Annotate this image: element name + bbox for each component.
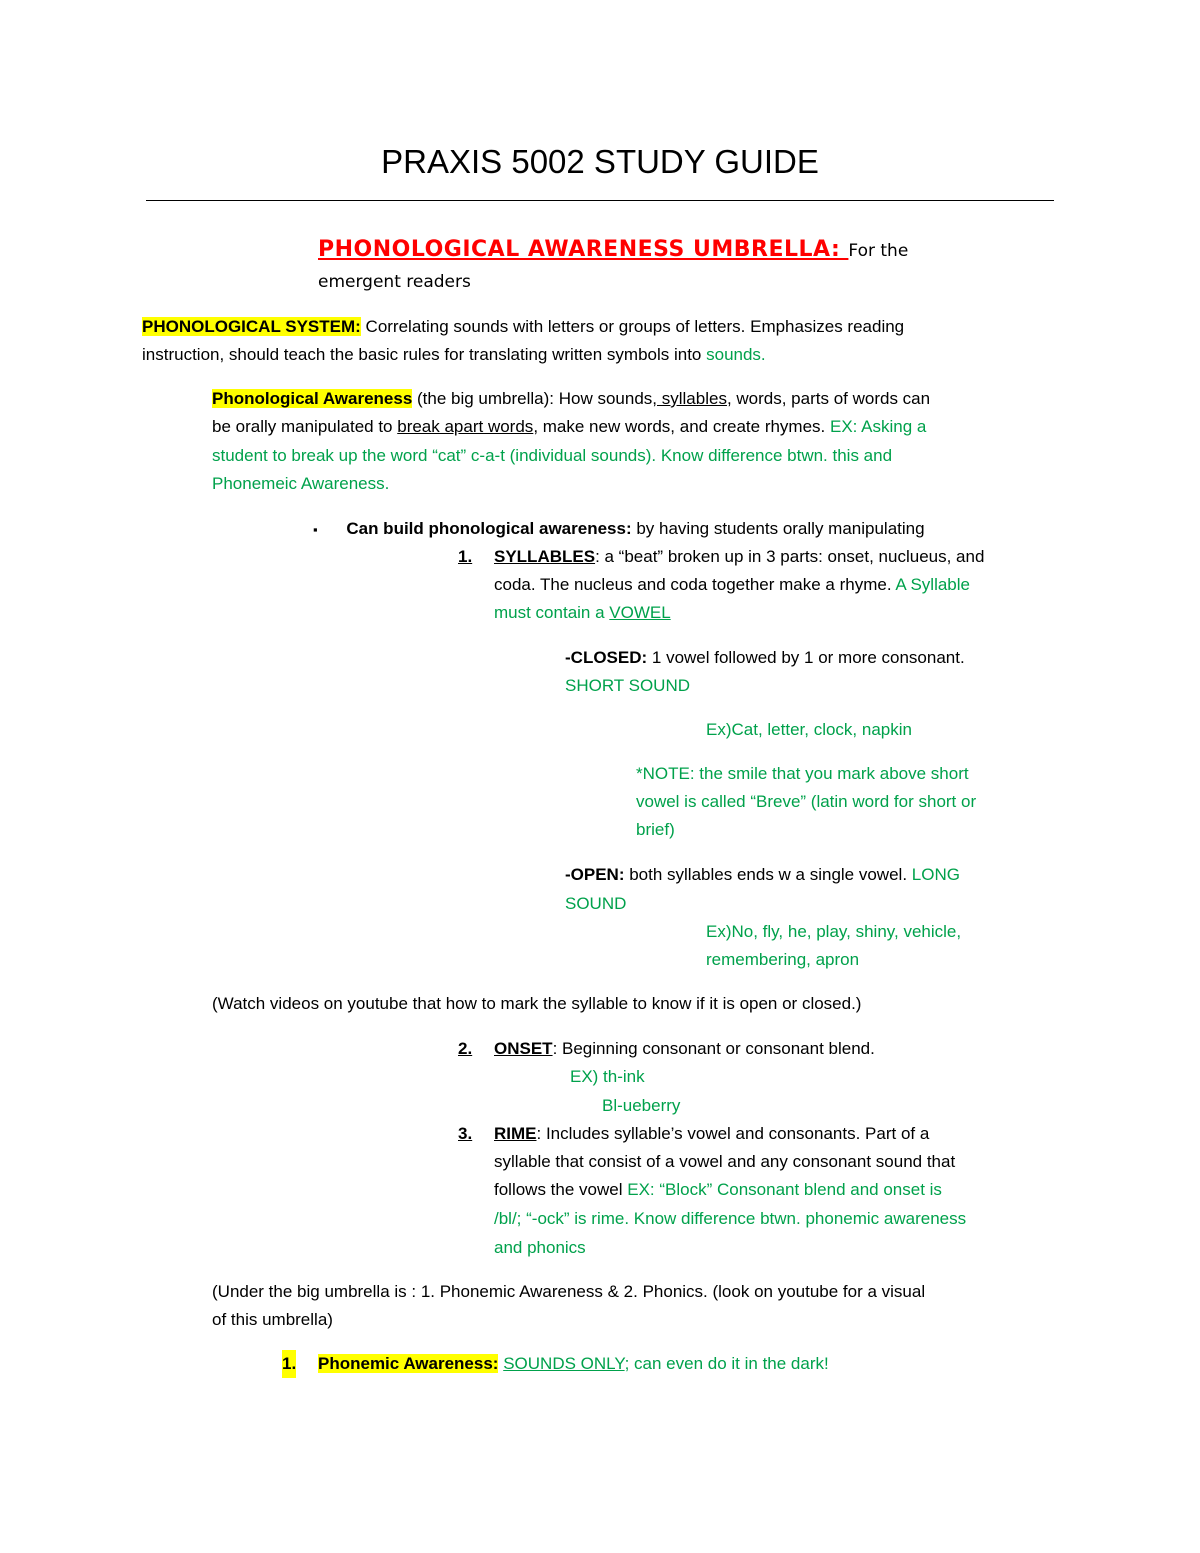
build-text: by having students orally manipulating <box>631 519 925 538</box>
syllables-text-1: : a “beat” broken up in 3 parts: onset, nuclueus, and <box>595 547 985 566</box>
phonemic-line <box>318 1350 829 1378</box>
umbrella-subtext: emergent readers <box>318 272 471 292</box>
rime-line-1 <box>494 1120 929 1148</box>
rime-text-3: follows the vowel <box>494 1180 628 1199</box>
rime-example-3: EX: “Block” Consonant blend and onset is <box>627 1180 942 1199</box>
onset-example-1: EX) th-ink <box>570 1067 645 1086</box>
pa-line-4: Phonemeic Awareness. <box>212 474 390 493</box>
closed-note-2: vowel is called “Breve” (latin word for short or <box>636 792 977 811</box>
syllables-line-2 <box>494 571 970 599</box>
closed-text: 1 vowel followed by 1 or more consonant. <box>647 648 965 667</box>
pa-break-apart: break apart words <box>397 417 534 436</box>
open-example-1: Ex)No, fly, he, play, shiny, vehicle, <box>706 922 962 941</box>
pa-text-1c: , words, parts of words can <box>726 389 931 408</box>
pa-line-1 <box>212 385 930 413</box>
phon-system-text-2: instruction, should teach the basic rules for translating written symbols into <box>142 345 707 364</box>
closed-line <box>565 644 965 672</box>
open-text: both syllables ends w a single vowel. <box>624 865 912 884</box>
open-line <box>565 861 960 889</box>
phonemic-text: ; can even do it in the dark! <box>624 1354 829 1373</box>
phon-system-sounds: sounds. <box>706 345 766 364</box>
onset-label: ONSET <box>494 1039 553 1058</box>
syllables-line-1 <box>494 543 984 571</box>
under-umbrella-2: of this umbrella) <box>212 1310 333 1329</box>
onset-example-2: Bl-ueberry <box>602 1096 681 1115</box>
onset-number: 2. <box>458 1039 473 1058</box>
open-example-2: remembering, apron <box>706 950 860 969</box>
pa-text-2a: be orally manipulated to <box>212 417 398 436</box>
phonemic-number: 1. <box>282 1350 296 1378</box>
pa-label: Phonological Awareness <box>212 389 413 408</box>
phon-system-label: PHONOLOGICAL SYSTEM: <box>142 317 361 336</box>
closed-note-1: *NOTE: the smile that you mark above short <box>636 764 969 783</box>
rime-line-4: /bl/; “-ock” is rime. Know difference btwn. phonemic awareness <box>494 1209 967 1228</box>
rime-line-3 <box>494 1176 942 1204</box>
syllables-text-2: coda. The nucleus and coda together make a rhyme. <box>494 575 896 594</box>
umbrella-heading-line <box>318 234 908 267</box>
pa-line-2 <box>212 413 926 441</box>
syllables-line-3 <box>494 599 671 627</box>
rime-label: RIME <box>494 1124 537 1143</box>
pa-text-2c: , make new words, and create rhymes. <box>533 417 830 436</box>
pa-syllables: , syllables <box>652 389 727 408</box>
title-divider <box>146 200 1054 201</box>
phonemic-sounds-only: SOUNDS ONLY <box>503 1354 625 1373</box>
closed-sound: SHORT SOUND <box>565 676 691 695</box>
open-sound: SOUND <box>565 894 627 913</box>
phon-system-line-1 <box>142 313 904 341</box>
pa-example-start: EX: Asking a <box>830 417 927 436</box>
onset-text: : Beginning consonant or consonant blend. <box>552 1039 875 1058</box>
build-bullet-line <box>313 515 925 544</box>
pa-line-3: student to break up the word “cat” c-a-t (individual sounds). Know difference btwn. this and <box>212 446 893 465</box>
phon-system-text: Correlating sounds with letters or groups of letters. Emphasizes reading <box>360 317 905 336</box>
watch-note: (Watch videos on youtube that how to mark the syllable to know if it is open or closed.) <box>212 994 862 1013</box>
onset-line <box>494 1035 875 1063</box>
rime-number: 3. <box>458 1124 473 1143</box>
open-label: -OPEN: <box>565 865 625 884</box>
under-umbrella-1: (Under the big umbrella is : 1. Phonemic Awareness & 2. Phonics. (look on youtube for a visual <box>212 1282 926 1301</box>
page-title: PRAXIS 5002 STUDY GUIDE <box>381 143 819 180</box>
rime-line-5: and phonics <box>494 1238 586 1257</box>
build-label: Can build phonological awareness: <box>346 519 632 538</box>
closed-note-3: brief) <box>636 820 675 839</box>
syllables-label: SYLLABLES <box>494 547 596 566</box>
syllables-green-2: A Syllable <box>895 575 970 594</box>
phonemic-label: Phonemic Awareness: <box>318 1354 499 1373</box>
rime-text-1: : Includes syllable’s vowel and consonants. Part of a <box>536 1124 930 1143</box>
syllables-number: 1. <box>458 547 473 566</box>
umbrella-tail: For the <box>848 241 909 261</box>
syllables-text-3: must contain a <box>494 603 610 622</box>
syllables-vowel: VOWEL <box>609 603 671 622</box>
closed-example: Ex)Cat, letter, clock, napkin <box>706 720 912 739</box>
rime-line-2: syllable that consist of a vowel and any consonant sound that <box>494 1152 956 1171</box>
umbrella-heading: PHONOLOGICAL AWARENESS UMBRELLA: <box>318 237 849 262</box>
open-long: LONG <box>911 865 960 884</box>
closed-label: -CLOSED: <box>565 648 648 667</box>
pa-text-1a: (the big umbrella): How sounds <box>412 389 653 408</box>
phon-system-line-2 <box>142 341 766 369</box>
bullet-icon: ▪ <box>313 522 318 537</box>
